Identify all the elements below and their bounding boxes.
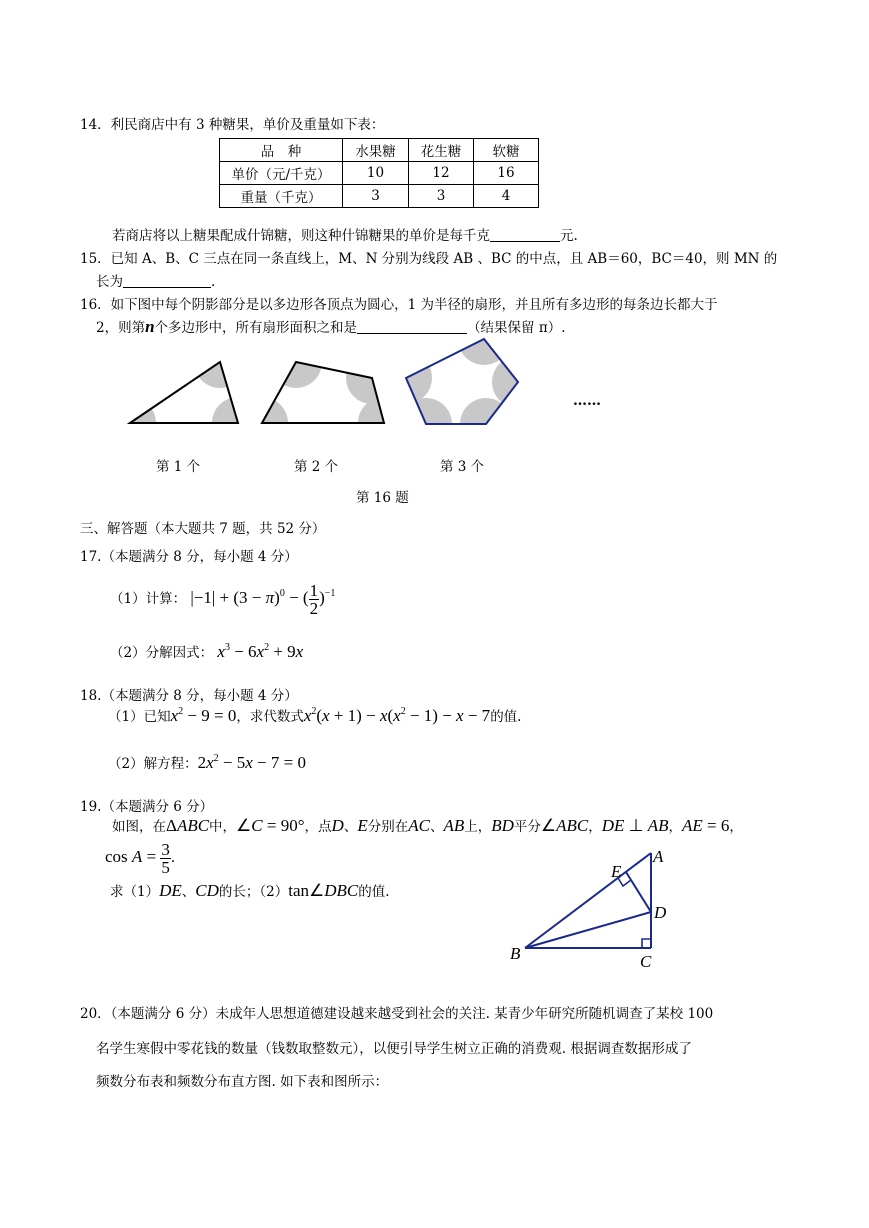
q18-part1: [108, 705, 521, 726]
t: ，: [668, 819, 683, 835]
t: 的长；（2）: [218, 884, 289, 900]
t: 求（1）: [110, 884, 160, 900]
q19-body: [112, 815, 743, 836]
q16-text-a: 2，则第: [96, 320, 146, 336]
m: ΔABC: [166, 816, 210, 835]
q18-expression: $x^2(x + 1) - x(x^2 - 1) - x - 7$: [303, 706, 491, 725]
q18-text-c: 的值.: [490, 709, 522, 725]
t: 如图，在: [112, 819, 166, 835]
triangle-figure: [495, 840, 695, 975]
q16-text-b: 个多边形中，所有扇形面积之和是: [154, 320, 358, 336]
m: AC: [408, 816, 430, 835]
q18-text-a: （1）已知: [108, 709, 171, 725]
label-E: E: [611, 862, 622, 881]
q18-equation: $2x^2 - 5x - 7 = 0$: [197, 753, 306, 772]
q18-text-b: ，求代数式: [236, 709, 304, 725]
t: 分别在: [367, 819, 409, 835]
m: DE ⊥ AB: [601, 816, 669, 835]
table-cell: 软糖: [474, 139, 539, 162]
t: 、: [181, 884, 196, 900]
figure-label-2: 第 2 个: [294, 459, 339, 475]
q17-part2-expression: $x^3 - 6x^2 + 9x$: [217, 642, 304, 661]
m: CD: [195, 881, 219, 900]
m: ∠C = 90°: [236, 816, 305, 835]
m: BD: [491, 816, 514, 835]
t: 中，: [209, 819, 237, 835]
t: .: [170, 850, 176, 866]
table-cell: 3: [343, 185, 409, 208]
q16-line1: 16．如下图中每个阴影部分是以多边形各顶点为圆心，1 为半径的扇形，并且所有多边形的每条边长都大于: [80, 297, 718, 313]
q15-suffix: .: [211, 274, 216, 290]
q18-part2-label: （2）解方程：: [108, 756, 198, 772]
pentagon-shape: [380, 313, 544, 450]
ellipsis: ……: [573, 393, 601, 409]
q14-text: 14．利民商店中有 3 种糖果，单价及重量如下表：: [80, 117, 385, 133]
q19-cos: [105, 838, 175, 877]
q20-line3: 频数分布表和频数分布直方图. 如下表和图所示：: [96, 1074, 389, 1090]
q17-part2-label: （2）分解因式：: [110, 645, 214, 661]
q14-unit: 元.: [560, 228, 578, 244]
q15-line1: 15．已知 A、B、C 三点在同一条直线上，M、N 分别为线段 AB 、BC 的中点，且 AB＝60，BC＝40，则 MN 的: [80, 251, 778, 267]
q14-followup-text: 若商店将以上糖果配成什锦糖，则这种什锦糖果的单价是每千克: [112, 228, 490, 244]
label-C: C: [640, 952, 652, 971]
q15-prefix: 长为: [96, 274, 123, 290]
table-cell: 10: [343, 162, 409, 185]
m: DE: [159, 881, 182, 900]
q16-text-c: （结果保留 π）.: [467, 320, 566, 336]
table-cell: 3: [409, 185, 474, 208]
triangle-shape: [104, 336, 264, 449]
table-cell: 花生糖: [409, 139, 474, 162]
m: AB: [443, 816, 465, 835]
q20-line1: 20．（本题满分 6 分）未成年人思想道德建设越来越受到社会的关注. 某青少年研究所随机调查了某校 100: [80, 1006, 714, 1022]
q20-line2: 名学生寒假中零花钱的数量（钱数取整数元），以便引导学生树立正确的消费观. 根据调查数据形成了: [96, 1041, 692, 1057]
label-A: A: [653, 847, 664, 866]
section-heading: 三、解答题（本大题共 7 题，共 52 分）: [80, 521, 326, 537]
q16-n: n: [145, 317, 155, 336]
q17-part2: [110, 641, 303, 662]
table-cell: 品 种: [220, 139, 343, 162]
q19-head: 19.（本题满分 6 分）: [80, 799, 214, 815]
table-cell: 水果糖: [343, 139, 409, 162]
t: 、: [429, 819, 444, 835]
q16-figure: [0, 0, 869, 520]
q18-condition: $x^2 - 9 = 0$: [170, 706, 237, 725]
t: 的值.: [358, 884, 390, 900]
figure-label-1: 第 1 个: [156, 459, 201, 475]
cos-expression: cos A = $\frac{3}{5}$: [105, 839, 170, 877]
m: E: [357, 816, 368, 835]
table-cell: 重量（千克）: [220, 185, 343, 208]
table-cell: 4: [474, 185, 539, 208]
table-cell: 单价（元/千克）: [220, 162, 343, 185]
t: 平分: [513, 819, 541, 835]
figure-label-3: 第 3 个: [440, 459, 485, 475]
t: ，点: [304, 819, 332, 835]
table-cell: 12: [409, 162, 474, 185]
q17-expression: $|-1| + (3 - \pi)^0$ − ( $\frac{1}{2}$ )$^{-1}$: [190, 580, 336, 618]
q17-part1-label: （1）计算：: [110, 591, 187, 607]
m: ∠ABC: [540, 816, 589, 835]
m: tan∠DBC: [288, 881, 359, 900]
q17-part1: [110, 578, 335, 619]
table-cell: 16: [474, 162, 539, 185]
t: ，: [729, 819, 743, 835]
q17-head: 17.（本题满分 8 分，每小题 4 分）: [80, 549, 298, 565]
q19-ask: [110, 880, 390, 901]
label-B: B: [510, 944, 521, 963]
quadrilateral-shape: [236, 336, 410, 449]
m: AE = 6: [682, 816, 730, 835]
t: 、: [343, 819, 358, 835]
q18-head: 18.（本题满分 8 分，每小题 4 分）: [80, 688, 298, 704]
t: ，: [588, 819, 602, 835]
figure-caption: 第 16 题: [356, 490, 409, 506]
q18-part2: [108, 752, 306, 773]
t: 上，: [464, 819, 492, 835]
m: D: [331, 816, 344, 835]
label-D: D: [654, 903, 667, 922]
